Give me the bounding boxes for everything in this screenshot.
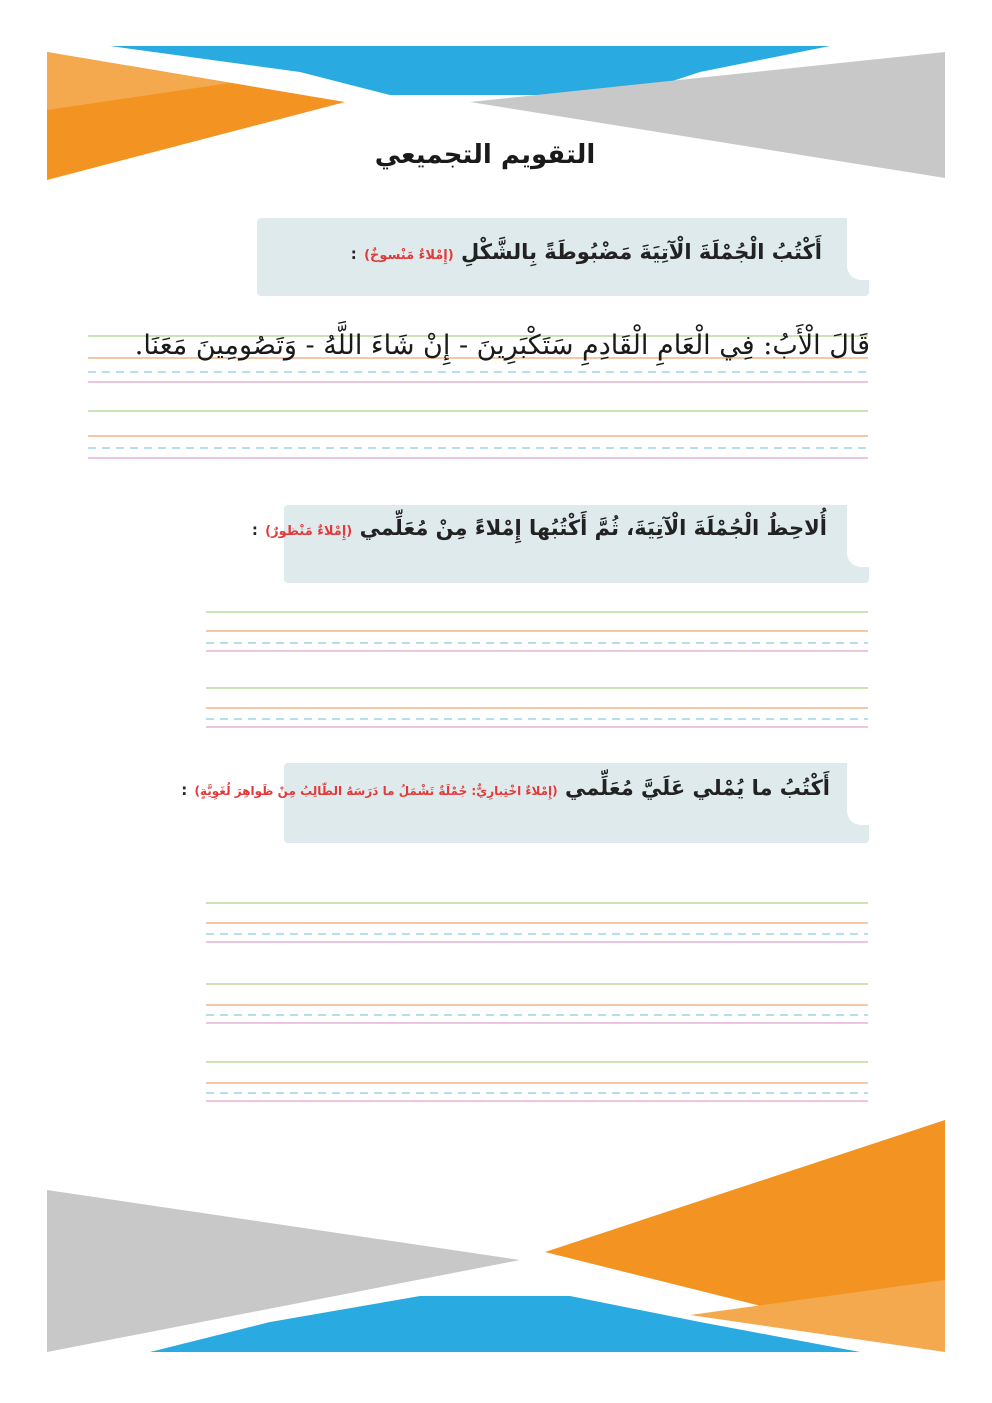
ruled-line-group-6 [206,984,868,1023]
ruled-line-group-7 [206,1062,868,1101]
ruled-line-group-5 [206,903,868,942]
instruction-2-colon: : [251,521,258,539]
instruction-2-text: أُلاحِظُ الْجُمْلَةَ الْآتِيَةَ، ثُمَّ أَكْتُبُها إِمْلاءً مِنْ مُعَلِّمي [359,516,827,540]
instruction-1-text: أَكْتُبُ الْجُمْلَةَ الْآتِيَةَ مَضْبُوطَةً بِالشَّكْلِ [460,240,822,264]
page-title: التقويم التجميعي [374,140,596,170]
instruction-3-text: أَكْتُبُ ما يُمْلي عَلَيَّ مُعَلِّمي [564,776,830,800]
instruction-3-hint: (إِمْلاءٌ اخْتِبارِيٌّ: جُمْلَةٌ تَشْمَلُ ما دَرَسَهُ الطّالِبُ مِنْ ظَواهِرَ لُغَوِيَّةٍ) [194,784,558,798]
instruction-3-colon: : [181,781,188,799]
instruction-1-hint: (إِمْلاءٌ مَنْسوخٌ) [364,248,454,263]
model-sentence: قَالَ الْأَبُ: فِي الْعَامِ الْقَادِمِ سَتَكْبَرِينَ - إِنْ شَاءَ اللَّهُ - وَتَصُومِينَ مَعَنَا. [134,330,870,361]
bottom-decoration [0,1110,992,1370]
instruction-1-colon: : [350,245,357,263]
instruction-2-hint: (إِمْلاءٌ مَنْظورٌ) [265,524,353,539]
